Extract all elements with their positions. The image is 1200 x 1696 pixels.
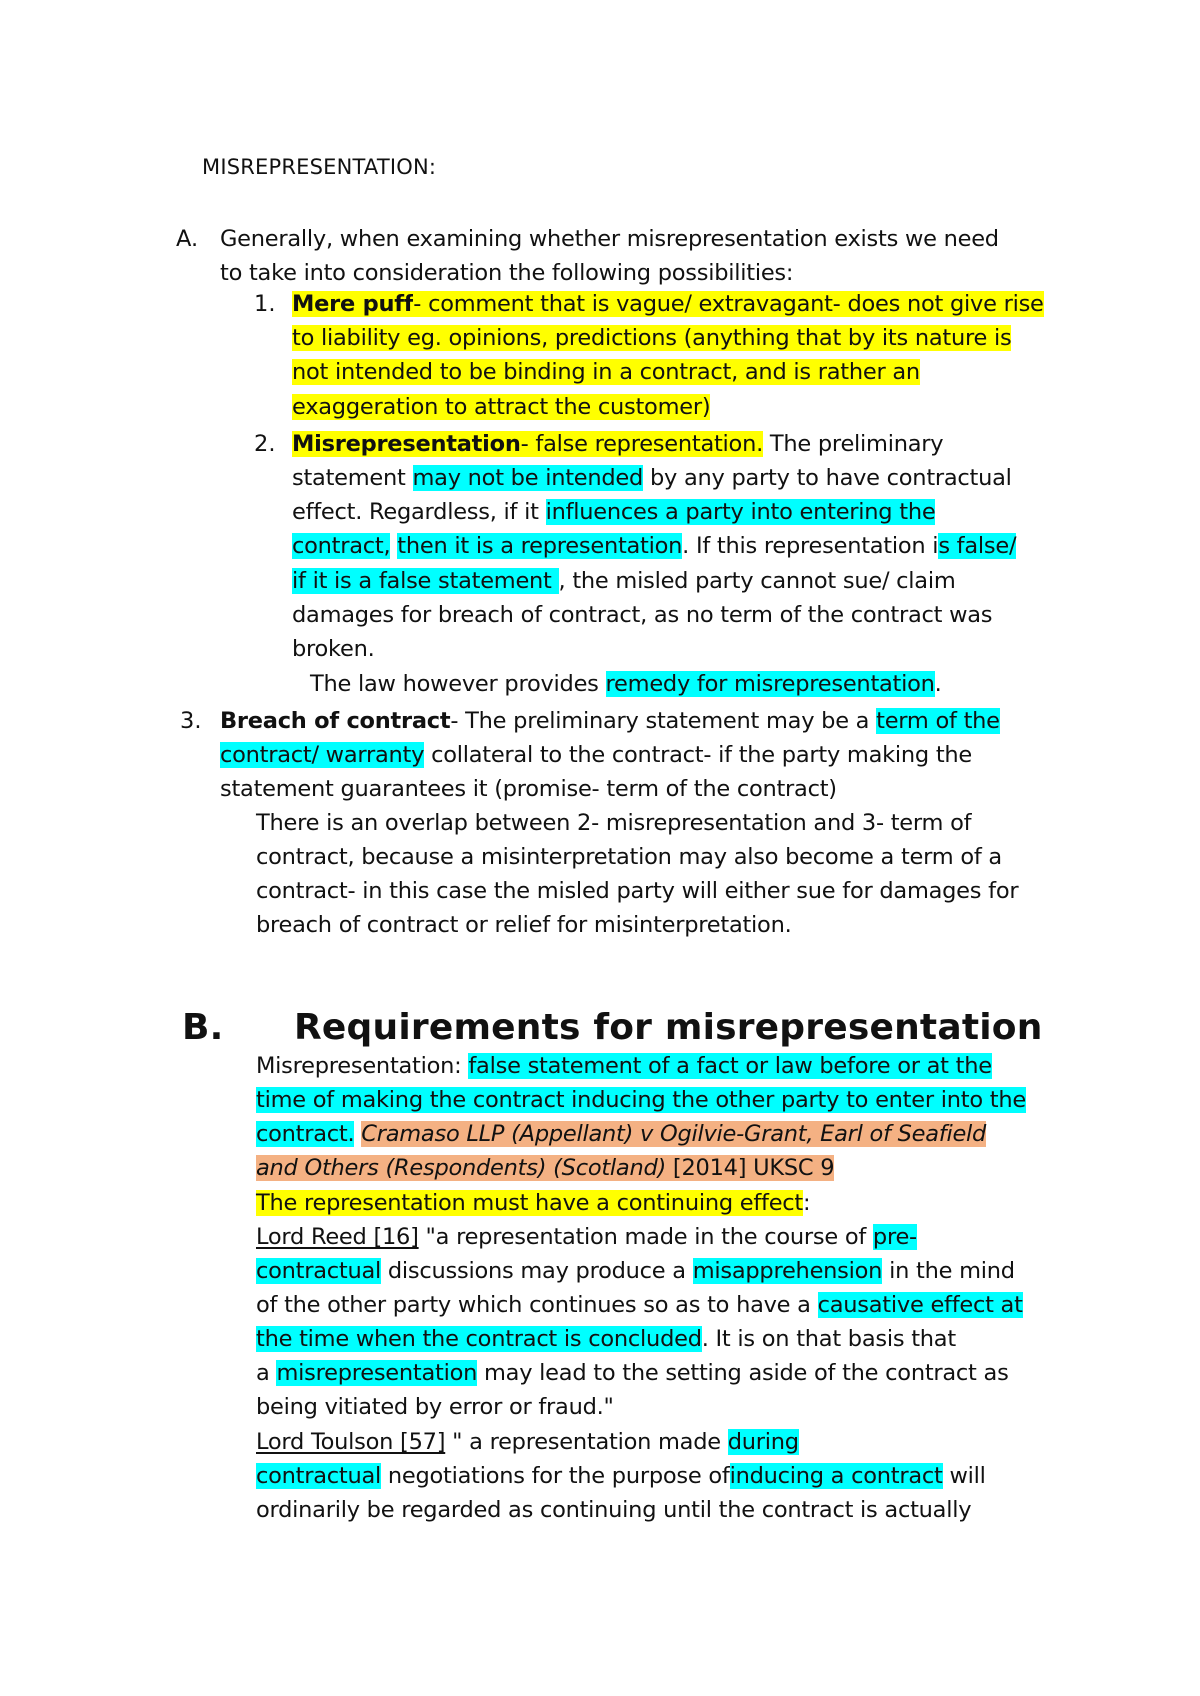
text-run: collateral to the contract- if the party making the — [424, 742, 973, 768]
text-run: ordinarily be regarded as continuing until the contract is actually — [256, 1497, 972, 1523]
text-run: . If this representation i — [682, 533, 939, 559]
highlighted-text: causative effect at — [817, 1292, 1023, 1318]
text-run: a — [256, 1360, 277, 1386]
text-line — [256, 1461, 986, 1491]
highlighted-text: contractual — [256, 1463, 381, 1489]
text-line — [256, 808, 971, 838]
text-line — [292, 600, 992, 630]
text-run: discussions may produce a — [381, 1258, 693, 1284]
text-run: effect. Regardless, if it — [292, 499, 546, 525]
text-line — [220, 224, 999, 254]
text-run: statement guarantees it (promise- term of the contract) — [220, 776, 837, 802]
text-run: broken. — [292, 636, 375, 662]
text-run: Requirements for misrepresentation — [294, 1007, 1043, 1048]
text-run: breach of contract or relief for misinterpretation. — [256, 912, 792, 938]
text-line — [256, 1324, 956, 1354]
text-line — [256, 1358, 1009, 1388]
highlighted-text: misrepresentation — [276, 1360, 478, 1386]
text-run: of the other party which continues so as to have a — [256, 1292, 818, 1318]
text-run: will — [942, 1463, 986, 1489]
highlighted-text: remedy for misrepresentation — [605, 671, 935, 697]
text-run: . — [934, 671, 942, 697]
highlighted-text: contractual — [256, 1258, 381, 1284]
text-run: may lead to the setting aside of the contract as — [477, 1360, 1009, 1386]
text-line — [256, 1153, 834, 1183]
text-line — [220, 774, 837, 804]
text-line — [292, 497, 935, 527]
text-run: in the mind — [882, 1258, 1015, 1284]
text-line — [256, 1085, 1026, 1115]
text-line — [292, 289, 1044, 319]
highlighted-text: influences a party into entering the — [545, 499, 936, 525]
highlighted-text: pre- — [872, 1224, 917, 1250]
text-line — [220, 740, 972, 770]
text-line — [220, 258, 793, 288]
highlighted-text: contract, — [292, 533, 391, 559]
text-run: "a representation made in the course of — [418, 1224, 873, 1250]
highlighted-text: not intended to be binding in a contract, and is rather an — [292, 359, 920, 385]
text-line — [292, 634, 375, 664]
text-run: Generally, when examining whether misrepresentation exists we need — [220, 226, 999, 252]
text-run: , the misled party cannot sue/ claim — [558, 568, 956, 594]
highlighted-text: term of the — [876, 708, 1000, 734]
text-run: - The preliminary statement may be a — [450, 708, 877, 734]
text-line — [310, 669, 942, 699]
highlighted-text: s false/ — [938, 533, 1017, 559]
highlighted-text: false statement of a fact or law before or at the — [468, 1053, 992, 1079]
text-line — [292, 531, 1016, 561]
highlighted-text: contract/ warranty — [220, 742, 425, 768]
case-citation-link: Lord Toulson [57] — [256, 1429, 446, 1455]
text-run: The law however provides — [310, 671, 606, 697]
highlighted-text: exaggeration to attract the customer) — [292, 394, 711, 420]
text-run: being vitiated by error or fraud." — [256, 1394, 614, 1420]
highlighted-text: - comment that is vague/ extravagant- does not give rise — [413, 291, 1044, 317]
text-line — [220, 706, 1000, 736]
text-run: contract, because a misinterpretation may also become a term of a — [256, 844, 1002, 870]
highlighted-text: time of making the contract inducing the other party to enter into the — [256, 1087, 1026, 1113]
highlighted-text: may not be intended — [412, 465, 644, 491]
document-title — [202, 152, 436, 182]
text-run: contract- in this case the misled party will either sue for damages for — [256, 878, 1019, 904]
text-line — [256, 1495, 971, 1525]
highlighted-text: to liability eg. opinions, predictions (anything that by its nature is — [292, 325, 1012, 351]
text-line — [256, 1051, 992, 1081]
text-line — [256, 1290, 1023, 1320]
text-run: statement — [292, 465, 413, 491]
text-run: by any party to have contractual — [643, 465, 1012, 491]
highlighted-text: Cramaso LLP (Appellant) v Ogilvie-Grant, Earl of Seafield — [361, 1121, 987, 1147]
highlighted-text: inducing a contract — [729, 1463, 943, 1489]
list-marker-2: 2. — [254, 431, 276, 457]
text-run: : — [803, 1190, 811, 1216]
text-line — [256, 1188, 810, 1218]
highlighted-text: and Others (Respondents) (Scotland) — [256, 1155, 667, 1181]
highlighted-text: contract. — [256, 1121, 355, 1147]
highlighted-text: during — [727, 1429, 799, 1455]
text-line — [256, 876, 1018, 906]
text-line — [256, 1222, 917, 1252]
text-line — [256, 1256, 1015, 1286]
highlighted-text: misapprehension — [692, 1258, 883, 1284]
case-citation-link: Lord Reed [16] — [256, 1224, 419, 1250]
text-run: There is an overlap between 2- misrepresentation and 3- term of — [256, 810, 972, 836]
text-line — [292, 357, 920, 387]
text-line — [256, 1392, 614, 1422]
text-run: . It is on that basis that — [701, 1326, 956, 1352]
list-marker-1: 1. — [254, 291, 276, 317]
highlighted-text: - false representation. — [520, 431, 763, 457]
highlighted-text: The representation must have a continuing effect — [256, 1190, 803, 1216]
text-line — [292, 323, 1011, 353]
text-run: negotiations for the purpose of — [381, 1463, 730, 1489]
text-run: Breach of contract — [220, 708, 451, 734]
text-line — [292, 463, 1012, 493]
text-run: " a representation made — [445, 1429, 728, 1455]
section-heading — [294, 1006, 1043, 1050]
highlighted-text: if it is a false statement — [292, 568, 559, 594]
highlighted-text: Mere puff — [292, 291, 414, 317]
text-run: Misrepresentation: — [256, 1053, 469, 1079]
highlighted-text: [2014] UKSC 9 — [666, 1155, 835, 1181]
text-run: to take into consideration the following possibilities: — [220, 260, 794, 286]
highlighted-text: then it is a representation — [397, 533, 683, 559]
highlighted-text: Misrepresentation — [292, 431, 521, 457]
text-line — [292, 392, 710, 422]
text-line — [292, 429, 943, 459]
section-marker-b: B. — [182, 1007, 224, 1048]
text-line — [256, 1427, 799, 1457]
text-line — [292, 566, 956, 596]
text-run: damages for breach of contract, as no term of the contract was — [292, 602, 993, 628]
text-line — [256, 842, 1002, 872]
list-marker-a: A. — [176, 226, 199, 252]
text-line — [256, 1119, 986, 1149]
text-run: The preliminary — [763, 431, 944, 457]
highlighted-text: the time when the contract is concluded — [256, 1326, 702, 1352]
text-line — [256, 910, 791, 940]
text-run: MISREPRESENTATION: — [202, 155, 437, 179]
list-marker-3: 3. — [180, 708, 202, 734]
